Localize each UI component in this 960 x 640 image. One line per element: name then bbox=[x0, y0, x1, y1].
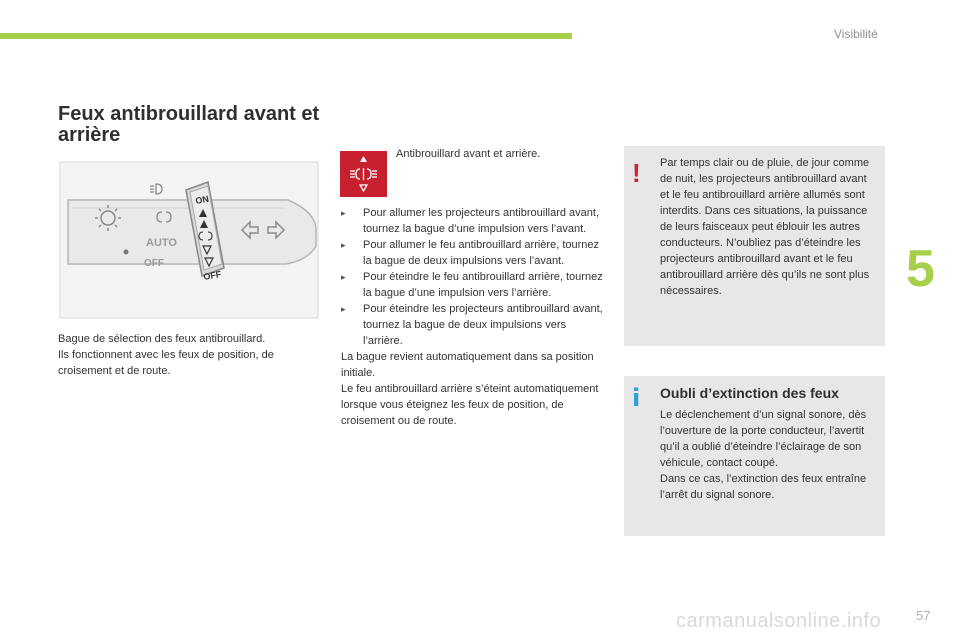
note-paragraph: Le feu antibrouillard arrière s’éteint automatiquement lorsque vous éteignez les feux de position, de croisement ou de route. bbox=[341, 383, 599, 427]
fog-light-badge bbox=[340, 151, 387, 197]
warning-paragraph: Par temps clair ou de pluie, de jour comme de nuit, les projecteurs antibrouillard avant et le feu antibrouillard arrière allumés sont interdits. Dans ces situations, la puissance de leurs faisceaux peut éblouir les autres conducteurs. N’oubliez pas d’éteindre les projecteurs antibrouillard avant et le feu antibrouillard arrière dès qu’ils ne sont plus nécessaires. bbox=[660, 157, 870, 297]
warning-icon: ! bbox=[632, 158, 641, 188]
instruction-steps bbox=[341, 205, 603, 429]
bullet-icon: ▸ bbox=[341, 208, 346, 218]
page-title: Feux antibrouillard avant et arrière bbox=[58, 103, 320, 146]
step-text: Pour allumer le feu antibrouillard arrière, tournez la bague de deux impulsions vers l’avant. bbox=[363, 239, 600, 267]
chapter-number: 5 bbox=[906, 240, 935, 298]
illustration-caption bbox=[58, 331, 316, 379]
header-accent-bar bbox=[0, 33, 572, 39]
list-item bbox=[341, 269, 603, 301]
info-title: Oubli d’extinction des feux bbox=[660, 385, 839, 401]
list-item bbox=[341, 301, 603, 349]
info-text bbox=[660, 407, 878, 503]
auto-label: AUTO bbox=[146, 237, 177, 249]
lighting-stalk-illustration bbox=[58, 160, 320, 320]
fog-badge-label: Antibrouillard avant et arrière. bbox=[396, 148, 541, 160]
ring-off-label: OFF bbox=[202, 268, 223, 282]
warning-text bbox=[660, 155, 878, 299]
caption-line: Bague de sélection des feux antibrouillard. bbox=[58, 333, 266, 345]
bullet-icon: ▸ bbox=[341, 304, 346, 314]
info-paragraph: Dans ce cas, l’extinction des feux entraîne l’arrêt du signal sonore. bbox=[660, 473, 867, 501]
list-item bbox=[341, 205, 603, 237]
bullet-icon: ▸ bbox=[341, 272, 346, 282]
position-marker bbox=[124, 250, 129, 255]
step-text: Pour éteindre les projecteurs antibrouillard avant, tournez la bague de deux impulsions vers l’arrière. bbox=[363, 303, 603, 347]
fog-light-badge-icon bbox=[340, 151, 387, 197]
info-icon: i bbox=[632, 384, 641, 412]
watermark: carmanualsonline.info bbox=[676, 610, 882, 632]
bullet-icon: ▸ bbox=[341, 240, 346, 250]
off-label: OFF bbox=[144, 258, 164, 269]
caption-line: Ils fonctionnent avec les feux de position, de croisement et de route. bbox=[58, 349, 274, 377]
list-item bbox=[341, 237, 603, 269]
info-paragraph: Le déclenchement d’un signal sonore, dès l’ouverture de la porte conducteur, l’avertit qu’il a oublié d’éteindre l’éclairage de son véhicule, contact coupé. bbox=[660, 409, 867, 469]
page-number: 57 bbox=[916, 608, 931, 623]
step-text: Pour éteindre le feu antibrouillard arrière, tournez la bague d’une impulsion vers l’arrière. bbox=[363, 271, 603, 299]
note-paragraph: La bague revient automatiquement dans sa position initiale. bbox=[341, 351, 594, 379]
ring-on-label: ON bbox=[194, 193, 210, 206]
section-title: Visibilité bbox=[834, 27, 878, 41]
step-text: Pour allumer les projecteurs antibrouillard avant, tournez la bague d’une impulsion vers l’avant. bbox=[363, 207, 600, 235]
